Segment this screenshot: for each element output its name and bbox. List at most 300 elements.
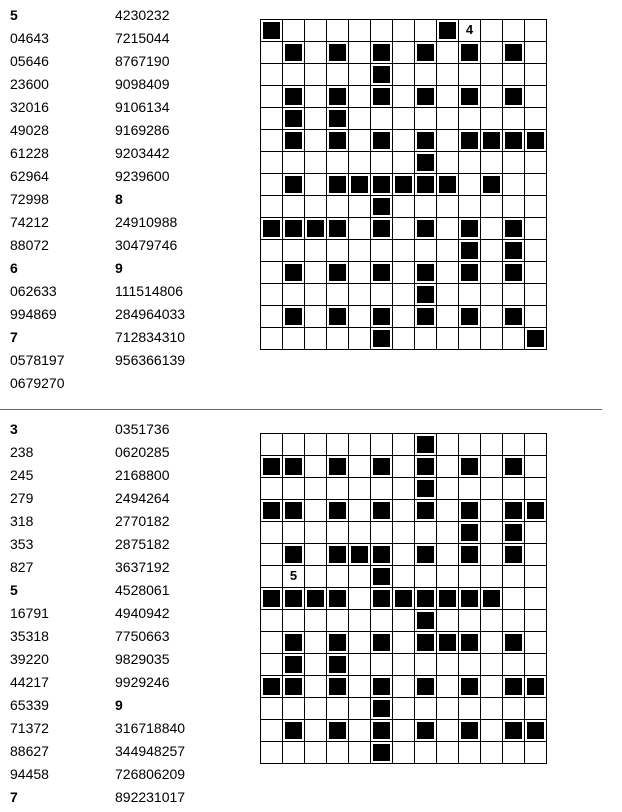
white-cell[interactable] <box>503 588 525 610</box>
white-cell[interactable] <box>327 196 349 218</box>
white-cell[interactable] <box>327 240 349 262</box>
white-cell[interactable] <box>305 632 327 654</box>
white-cell[interactable] <box>283 64 305 86</box>
white-cell[interactable] <box>525 240 547 262</box>
white-cell[interactable] <box>349 20 371 42</box>
cell-number: 5 <box>289 568 298 583</box>
white-cell[interactable] <box>459 152 481 174</box>
white-cell[interactable] <box>261 632 283 654</box>
white-cell[interactable] <box>393 196 415 218</box>
white-cell[interactable] <box>327 152 349 174</box>
white-cell[interactable] <box>503 64 525 86</box>
white-cell[interactable] <box>349 720 371 742</box>
white-cell[interactable] <box>327 698 349 720</box>
grid-row <box>261 742 547 764</box>
white-cell[interactable] <box>393 456 415 478</box>
white-cell[interactable] <box>525 456 547 478</box>
white-cell[interactable] <box>437 240 459 262</box>
white-cell[interactable] <box>481 698 503 720</box>
white-cell[interactable] <box>437 196 459 218</box>
word-entry: 892231017 <box>115 789 186 805</box>
black-cell <box>327 654 349 676</box>
white-cell[interactable] <box>481 328 503 350</box>
white-cell[interactable] <box>437 698 459 720</box>
white-cell[interactable] <box>393 698 415 720</box>
white-cell[interactable] <box>327 522 349 544</box>
white-cell[interactable] <box>503 20 525 42</box>
white-cell[interactable] <box>525 42 547 64</box>
white-cell[interactable] <box>503 610 525 632</box>
white-cell[interactable] <box>305 174 327 196</box>
white-cell[interactable] <box>459 328 481 350</box>
white-cell[interactable] <box>437 456 459 478</box>
white-cell[interactable] <box>349 500 371 522</box>
black-cell <box>459 130 481 152</box>
white-cell[interactable] <box>481 20 503 42</box>
white-cell[interactable] <box>459 174 481 196</box>
white-cell[interactable] <box>305 108 327 130</box>
white-cell[interactable] <box>349 218 371 240</box>
white-cell[interactable] <box>481 42 503 64</box>
white-cell[interactable] <box>525 522 547 544</box>
white-cell[interactable] <box>503 654 525 676</box>
white-cell[interactable] <box>349 632 371 654</box>
white-cell[interactable] <box>525 742 547 764</box>
white-cell[interactable] <box>327 64 349 86</box>
white-cell[interactable] <box>349 328 371 350</box>
white-cell[interactable] <box>415 108 437 130</box>
white-cell[interactable] <box>349 240 371 262</box>
white-cell[interactable] <box>305 152 327 174</box>
white-cell[interactable] <box>459 108 481 130</box>
white-cell[interactable] <box>415 742 437 764</box>
white-cell[interactable] <box>393 522 415 544</box>
white-cell[interactable] <box>481 434 503 456</box>
white-cell[interactable] <box>261 742 283 764</box>
white-cell[interactable] <box>349 742 371 764</box>
white-cell[interactable] <box>393 566 415 588</box>
white-cell[interactable] <box>525 654 547 676</box>
black-cell <box>371 174 393 196</box>
white-cell[interactable] <box>437 306 459 328</box>
white-cell[interactable] <box>305 742 327 764</box>
white-cell[interactable] <box>525 566 547 588</box>
white-cell[interactable] <box>459 478 481 500</box>
white-cell[interactable] <box>481 632 503 654</box>
white-cell[interactable] <box>261 262 283 284</box>
white-cell[interactable] <box>437 328 459 350</box>
white-cell[interactable] <box>349 676 371 698</box>
white-cell[interactable] <box>459 284 481 306</box>
black-cell <box>459 218 481 240</box>
white-cell[interactable] <box>393 720 415 742</box>
white-cell[interactable] <box>371 108 393 130</box>
white-cell[interactable] <box>481 218 503 240</box>
white-cell[interactable] <box>481 152 503 174</box>
black-cell <box>415 262 437 284</box>
white-cell[interactable] <box>525 64 547 86</box>
white-cell[interactable] <box>283 434 305 456</box>
white-cell[interactable] <box>393 86 415 108</box>
white-cell[interactable] <box>371 20 393 42</box>
white-cell[interactable] <box>525 434 547 456</box>
white-cell[interactable] <box>261 522 283 544</box>
white-cell[interactable] <box>503 328 525 350</box>
white-cell[interactable] <box>305 522 327 544</box>
white-cell[interactable] <box>283 196 305 218</box>
white-cell[interactable] <box>283 478 305 500</box>
white-cell[interactable] <box>305 544 327 566</box>
white-cell[interactable] <box>261 328 283 350</box>
white-cell[interactable] <box>305 86 327 108</box>
white-cell[interactable] <box>437 500 459 522</box>
white-cell[interactable] <box>305 42 327 64</box>
white-cell[interactable] <box>503 174 525 196</box>
white-cell[interactable] <box>459 64 481 86</box>
white-cell[interactable] <box>305 456 327 478</box>
white-cell[interactable] <box>437 434 459 456</box>
black-cell <box>283 654 305 676</box>
white-cell[interactable] <box>371 610 393 632</box>
black-cell <box>503 262 525 284</box>
white-cell[interactable] <box>393 478 415 500</box>
grid-row <box>261 262 547 284</box>
white-cell[interactable] <box>415 240 437 262</box>
white-cell[interactable] <box>393 42 415 64</box>
word-entry: 72998 <box>10 191 49 207</box>
white-cell[interactable] <box>525 632 547 654</box>
white-cell[interactable] <box>283 152 305 174</box>
white-cell[interactable] <box>327 284 349 306</box>
white-cell[interactable] <box>283 240 305 262</box>
white-cell[interactable] <box>305 130 327 152</box>
white-cell[interactable] <box>503 284 525 306</box>
white-cell[interactable] <box>437 152 459 174</box>
white-cell[interactable] <box>437 610 459 632</box>
white-cell[interactable] <box>481 262 503 284</box>
white-cell[interactable] <box>393 632 415 654</box>
white-cell[interactable] <box>503 478 525 500</box>
white-cell[interactable] <box>437 130 459 152</box>
white-cell[interactable] <box>349 306 371 328</box>
white-cell[interactable] <box>327 20 349 42</box>
white-cell[interactable] <box>481 500 503 522</box>
white-cell[interactable] <box>459 610 481 632</box>
white-cell[interactable] <box>481 456 503 478</box>
white-cell[interactable] <box>349 522 371 544</box>
white-cell[interactable] <box>525 218 547 240</box>
white-cell[interactable] <box>525 20 547 42</box>
white-cell[interactable] <box>459 698 481 720</box>
white-cell[interactable] <box>393 152 415 174</box>
grid-row <box>261 456 547 478</box>
white-cell[interactable] <box>437 676 459 698</box>
white-cell[interactable] <box>349 152 371 174</box>
white-cell[interactable] <box>459 742 481 764</box>
white-cell[interactable] <box>525 610 547 632</box>
white-cell[interactable] <box>349 130 371 152</box>
white-cell[interactable] <box>525 196 547 218</box>
white-cell[interactable] <box>393 328 415 350</box>
black-cell <box>283 456 305 478</box>
white-cell[interactable] <box>481 478 503 500</box>
white-cell[interactable] <box>393 306 415 328</box>
white-cell[interactable] <box>305 262 327 284</box>
white-cell[interactable] <box>437 654 459 676</box>
white-cell[interactable] <box>525 306 547 328</box>
black-cell <box>261 588 283 610</box>
white-cell[interactable] <box>261 42 283 64</box>
black-cell <box>525 130 547 152</box>
white-cell[interactable] <box>349 196 371 218</box>
white-cell[interactable] <box>459 566 481 588</box>
white-cell[interactable] <box>459 196 481 218</box>
white-cell[interactable] <box>525 698 547 720</box>
white-cell[interactable] <box>349 262 371 284</box>
white-cell[interactable] <box>283 566 305 588</box>
white-cell[interactable] <box>525 284 547 306</box>
white-cell[interactable] <box>305 610 327 632</box>
white-cell[interactable] <box>393 742 415 764</box>
white-cell[interactable] <box>305 434 327 456</box>
black-cell <box>459 86 481 108</box>
white-cell[interactable] <box>327 328 349 350</box>
white-cell[interactable] <box>481 86 503 108</box>
white-cell[interactable] <box>393 64 415 86</box>
white-cell[interactable] <box>437 108 459 130</box>
white-cell[interactable] <box>261 196 283 218</box>
white-cell[interactable] <box>525 152 547 174</box>
white-cell[interactable] <box>393 108 415 130</box>
grid-row <box>261 566 547 588</box>
white-cell[interactable] <box>261 152 283 174</box>
white-cell[interactable] <box>261 544 283 566</box>
white-cell[interactable] <box>481 306 503 328</box>
white-cell[interactable] <box>371 434 393 456</box>
white-cell[interactable] <box>349 64 371 86</box>
white-cell[interactable] <box>305 720 327 742</box>
white-cell[interactable] <box>481 240 503 262</box>
white-cell[interactable] <box>437 64 459 86</box>
white-cell[interactable] <box>481 108 503 130</box>
white-cell[interactable] <box>437 544 459 566</box>
white-cell[interactable] <box>327 434 349 456</box>
white-cell[interactable] <box>437 522 459 544</box>
white-cell[interactable] <box>503 742 525 764</box>
white-cell[interactable] <box>305 196 327 218</box>
white-cell[interactable] <box>503 434 525 456</box>
white-cell[interactable] <box>503 698 525 720</box>
black-cell <box>503 240 525 262</box>
black-cell <box>415 610 437 632</box>
white-cell[interactable] <box>261 108 283 130</box>
white-cell[interactable] <box>393 240 415 262</box>
white-cell[interactable] <box>327 478 349 500</box>
white-cell[interactable] <box>481 566 503 588</box>
white-cell[interactable] <box>503 108 525 130</box>
white-cell[interactable] <box>327 610 349 632</box>
crossword-grid[interactable] <box>260 19 547 350</box>
white-cell[interactable] <box>305 478 327 500</box>
white-cell[interactable] <box>371 522 393 544</box>
white-cell[interactable] <box>349 588 371 610</box>
white-cell[interactable] <box>481 196 503 218</box>
white-cell[interactable] <box>437 742 459 764</box>
word-entry: 284964033 <box>115 306 186 322</box>
black-cell <box>503 544 525 566</box>
black-cell <box>305 588 327 610</box>
white-cell[interactable] <box>349 434 371 456</box>
white-cell[interactable] <box>305 64 327 86</box>
white-cell[interactable] <box>349 86 371 108</box>
white-cell[interactable] <box>283 20 305 42</box>
grid-row <box>261 196 547 218</box>
white-cell[interactable] <box>327 742 349 764</box>
white-cell[interactable] <box>393 218 415 240</box>
white-cell[interactable] <box>481 676 503 698</box>
white-cell[interactable] <box>371 152 393 174</box>
white-cell[interactable] <box>261 174 283 196</box>
white-cell[interactable] <box>437 218 459 240</box>
black-cell <box>415 284 437 306</box>
white-cell[interactable] <box>371 654 393 676</box>
white-cell[interactable] <box>415 328 437 350</box>
white-cell[interactable] <box>437 478 459 500</box>
white-cell[interactable] <box>415 654 437 676</box>
white-cell[interactable] <box>305 676 327 698</box>
white-cell[interactable] <box>305 306 327 328</box>
white-cell[interactable] <box>261 610 283 632</box>
white-cell[interactable] <box>525 588 547 610</box>
white-cell[interactable] <box>371 284 393 306</box>
white-cell[interactable] <box>283 610 305 632</box>
white-cell[interactable] <box>283 284 305 306</box>
white-cell[interactable] <box>503 196 525 218</box>
white-cell[interactable] <box>261 86 283 108</box>
white-cell[interactable] <box>525 262 547 284</box>
white-cell[interactable] <box>305 328 327 350</box>
white-cell[interactable] <box>261 434 283 456</box>
white-cell[interactable] <box>305 566 327 588</box>
white-cell[interactable] <box>349 42 371 64</box>
white-cell[interactable] <box>371 478 393 500</box>
white-cell[interactable] <box>349 284 371 306</box>
white-cell[interactable] <box>349 108 371 130</box>
white-cell[interactable] <box>415 196 437 218</box>
white-cell[interactable] <box>261 720 283 742</box>
white-cell[interactable] <box>437 262 459 284</box>
white-cell[interactable] <box>349 654 371 676</box>
white-cell[interactable] <box>371 240 393 262</box>
white-cell[interactable] <box>349 698 371 720</box>
white-cell[interactable] <box>481 522 503 544</box>
black-cell <box>371 632 393 654</box>
white-cell[interactable] <box>393 20 415 42</box>
white-cell[interactable] <box>481 654 503 676</box>
black-cell <box>327 588 349 610</box>
white-cell[interactable] <box>459 20 481 42</box>
white-cell[interactable] <box>349 566 371 588</box>
white-cell[interactable] <box>305 654 327 676</box>
white-cell[interactable] <box>459 434 481 456</box>
white-cell[interactable] <box>393 654 415 676</box>
white-cell[interactable] <box>261 478 283 500</box>
grid-row <box>261 654 547 676</box>
black-cell <box>283 500 305 522</box>
white-cell[interactable] <box>261 566 283 588</box>
white-cell[interactable] <box>349 456 371 478</box>
white-cell[interactable] <box>327 566 349 588</box>
white-cell[interactable] <box>393 262 415 284</box>
word-list-column-1 <box>10 4 110 395</box>
white-cell[interactable] <box>393 544 415 566</box>
white-cell[interactable] <box>393 434 415 456</box>
white-cell[interactable] <box>459 654 481 676</box>
white-cell[interactable] <box>503 152 525 174</box>
white-cell[interactable] <box>437 284 459 306</box>
white-cell[interactable] <box>415 566 437 588</box>
white-cell[interactable] <box>481 544 503 566</box>
crossword-grid[interactable] <box>260 433 547 764</box>
black-cell <box>525 328 547 350</box>
white-cell[interactable] <box>525 86 547 108</box>
white-cell[interactable] <box>261 240 283 262</box>
white-cell[interactable] <box>481 284 503 306</box>
white-cell[interactable] <box>393 500 415 522</box>
white-cell[interactable] <box>349 610 371 632</box>
white-cell[interactable] <box>283 698 305 720</box>
white-cell[interactable] <box>415 698 437 720</box>
white-cell[interactable] <box>305 500 327 522</box>
white-cell[interactable] <box>305 284 327 306</box>
white-cell[interactable] <box>525 174 547 196</box>
white-cell[interactable] <box>261 130 283 152</box>
white-cell[interactable] <box>349 478 371 500</box>
white-cell[interactable] <box>261 698 283 720</box>
white-cell[interactable] <box>525 544 547 566</box>
white-cell[interactable] <box>393 284 415 306</box>
white-cell[interactable] <box>305 240 327 262</box>
white-cell[interactable] <box>481 64 503 86</box>
black-cell <box>327 676 349 698</box>
white-cell[interactable] <box>305 698 327 720</box>
white-cell[interactable] <box>481 720 503 742</box>
white-cell[interactable] <box>503 566 525 588</box>
white-cell[interactable] <box>437 42 459 64</box>
white-cell[interactable] <box>261 306 283 328</box>
white-cell[interactable] <box>415 64 437 86</box>
white-cell[interactable] <box>305 20 327 42</box>
white-cell[interactable] <box>261 64 283 86</box>
white-cell[interactable] <box>393 676 415 698</box>
white-cell[interactable] <box>415 522 437 544</box>
white-cell[interactable] <box>393 610 415 632</box>
white-cell[interactable] <box>437 720 459 742</box>
white-cell[interactable] <box>437 566 459 588</box>
white-cell[interactable] <box>283 522 305 544</box>
white-cell[interactable] <box>283 328 305 350</box>
white-cell[interactable] <box>525 478 547 500</box>
white-cell[interactable] <box>415 20 437 42</box>
white-cell[interactable] <box>261 284 283 306</box>
white-cell[interactable] <box>261 654 283 676</box>
white-cell[interactable] <box>437 86 459 108</box>
white-cell[interactable] <box>283 742 305 764</box>
white-cell[interactable] <box>481 610 503 632</box>
white-cell[interactable] <box>525 108 547 130</box>
white-cell[interactable] <box>393 130 415 152</box>
white-cell[interactable] <box>481 742 503 764</box>
